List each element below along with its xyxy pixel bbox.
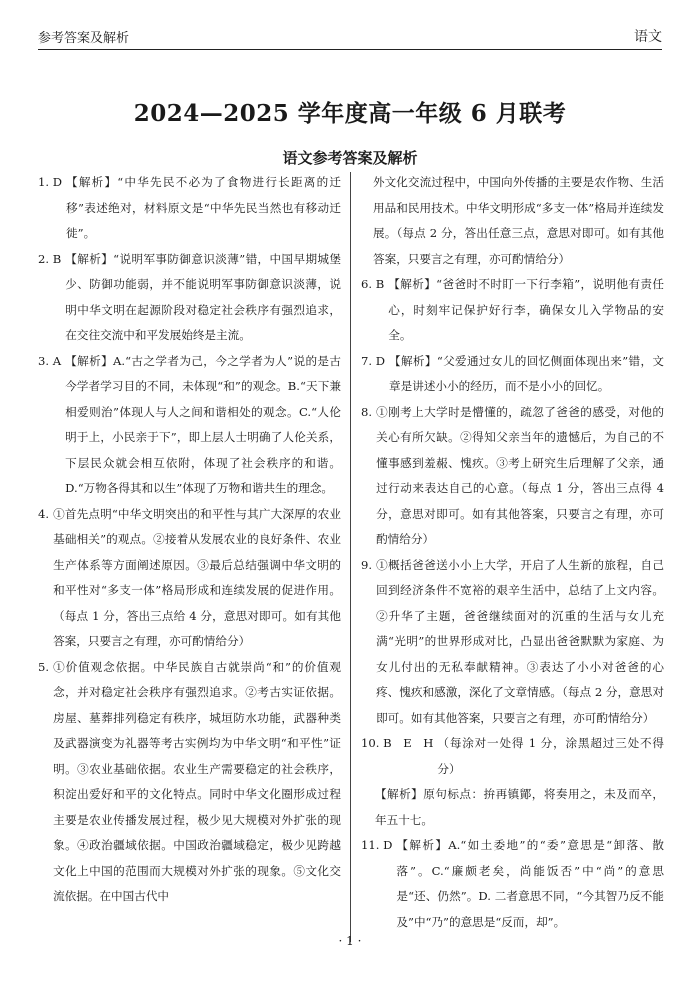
answer-item-9 bbox=[361, 553, 664, 732]
answer-item-1 bbox=[38, 170, 341, 247]
answer-item-6 bbox=[361, 272, 664, 349]
item-text: ①刚考上大学时是懵懂的，疏忽了爸爸的感受，对他的关心有所欠缺。②得知父亲当年的遗憾后，为自己的不懂事感到羞赧、愧疚。③考上研究生后理解了父亲，通过行动来表达自己的心意。（每点 1 分，答出三点得 4 分，意思对即可。如有其他答案，只要言之有理，亦可酌情给分） bbox=[376, 404, 664, 546]
item-text: 【解析】“爸爸时不时盯一下行李箱”，说明他有责任心，时刻牢记保护好行李，确保女儿入学物品的安全。 bbox=[388, 277, 664, 342]
header-right: 语文 bbox=[634, 29, 662, 45]
left-column bbox=[38, 170, 341, 910]
item-number: 7. D bbox=[361, 353, 386, 368]
answer-item-11 bbox=[361, 833, 664, 935]
item-text: ①首先点明“中华文明突出的和平性与其广大深厚的农业基础相关”的观点。②接着从发展农业的良好条件、农业生产体系等方面阐述原因。③最后总结强调中华文明的和平性对“多支一体”格局形成和连续发展的促进作用。（每点 1 分，答出三点给 4 分，意思对即可。如有其他答案，只要言之有理，亦可酌情给分） bbox=[53, 506, 341, 648]
answer-item-2 bbox=[38, 247, 341, 349]
right-column bbox=[361, 170, 664, 935]
page-subtitle: 语文参考答案及解析 bbox=[282, 149, 418, 167]
page-title: 2024—2025 学年度高一年级 6 月联考 bbox=[133, 100, 567, 127]
item-text: ①概括爸爸送小小上大学，开启了人生新的旅程，自己回到经济条件不宽裕的艰辛生活中，总结了上文内容。②升华了主题，爸爸继续面对的沉重的生活与女儿充满“光明”的世界形成对比，凸显出爸爸默默为家庭、为女儿付出的无私奉献精神。③表达了小小对爸爸的心疼、愧疚和感激，深化了文章情感。（每点 2 分，意思对即可。如有其他答案，只要言之有理，亦可酌情给分） bbox=[376, 557, 664, 725]
item-number: 8. bbox=[361, 404, 373, 419]
item-10-analysis: 【解析】原句标点：拚再镇鄮，将奏用之，未及而卒，年五十七。 bbox=[375, 787, 664, 827]
item-number: 10. B E H bbox=[361, 736, 434, 750]
answer-item-4 bbox=[38, 502, 341, 655]
answer-item-3 bbox=[38, 349, 341, 502]
answer-item-8 bbox=[361, 400, 664, 553]
item-number: 11. D bbox=[361, 838, 393, 852]
item-number: 9. bbox=[361, 557, 373, 572]
item-number: 6. B bbox=[361, 277, 385, 291]
item-number: 4. bbox=[38, 506, 50, 521]
item-text: 【解析】“父爱通过女儿的回忆侧面体现出来”错，文章是讲述小小的经历，而不是小小的回忆。 bbox=[389, 353, 664, 393]
item-number: 3. A bbox=[38, 353, 62, 368]
answer-item-10 bbox=[361, 731, 664, 782]
item-number: 1. D bbox=[38, 175, 63, 189]
item-number: 5. bbox=[38, 659, 50, 674]
item-text: 【解析】“中华先民不必为了食物进行长距离的迁移”表述绝对，材料原文是“中华先民当然也有移动迁徙”。 bbox=[66, 175, 341, 240]
answer-item-7 bbox=[361, 349, 664, 400]
item-text: ①价值观念依据。中华民族自古就崇尚“和”的价值观念，并对稳定社会秩序有强烈追求。②考古实证依据。房屋、墓葬排列稳定有秩序，城垣防水功能，武器种类及武器演变为礼器等考古实例均为中华文明“和平性”证明。③农业基础依据。农业生产需要稳定的社会秩序，积淀出爱好和平的文化特点。同时中华文化圈形成过程主要是农业传播发展过程，极少见大规模对外扩张的现象。④政治疆域依据。中国政治疆域稳定，极少见跨越文化上中国的范围而大规模对外扩张的现象。⑤文化交流依据。在中国古代中 bbox=[53, 659, 341, 903]
page-header bbox=[38, 20, 662, 50]
page-number: · 1 · bbox=[338, 934, 362, 948]
item-text: （每涂对一处得 1 分，涂黑超过三处不得分） bbox=[437, 736, 664, 776]
item-5-continuation: 外文化交流过程中，中国向外传播的主要是农作物、生活用品和民用技术。中华文明形成“多支一体”格局并连续发展。（每点 2 分，答出任意三点，意思对即可。如有其他答案，只要言之有理，亦可酌情给分） bbox=[373, 175, 664, 266]
column-divider bbox=[350, 172, 351, 942]
item-text: 【解析】A.“古之学者为己，今之学者为人”说的是古今学者学习目的不同，未体现“和”的观念。B.“天下兼相爱则治”体现人与人之间和谐相处的观念。C.“人伦明于上，小民亲于下”，即上层人士明确了人伦关系，下层民众就会相互依附，体现了社会秩序的和谐。D.“万物各得其和以生”体现了万物和谐共生的理念。 bbox=[65, 353, 341, 495]
header-left: 参考答案及解析 bbox=[38, 31, 130, 46]
answer-item-5 bbox=[38, 655, 341, 910]
item-number: 2. B bbox=[38, 251, 62, 266]
item-text: 【解析】A.“如土委地”的“委”意思是“卸落、散落”。C.“廉颇老矣，尚能饭否”中“尚”的意思是“还、仍然”。D. 二者意思不同，“今其智乃反不能及”中“乃”的意思是“反而，却”。 bbox=[396, 838, 664, 929]
item-text: 【解析】“说明军事防御意识淡薄”错，中国早期城堡少、防御功能弱，并不能说明军事防御意识淡薄，说明中华文明在起源阶段对稳定社会秩序有强烈追求，在交往交流中和平发展始终是主流。 bbox=[65, 251, 341, 342]
